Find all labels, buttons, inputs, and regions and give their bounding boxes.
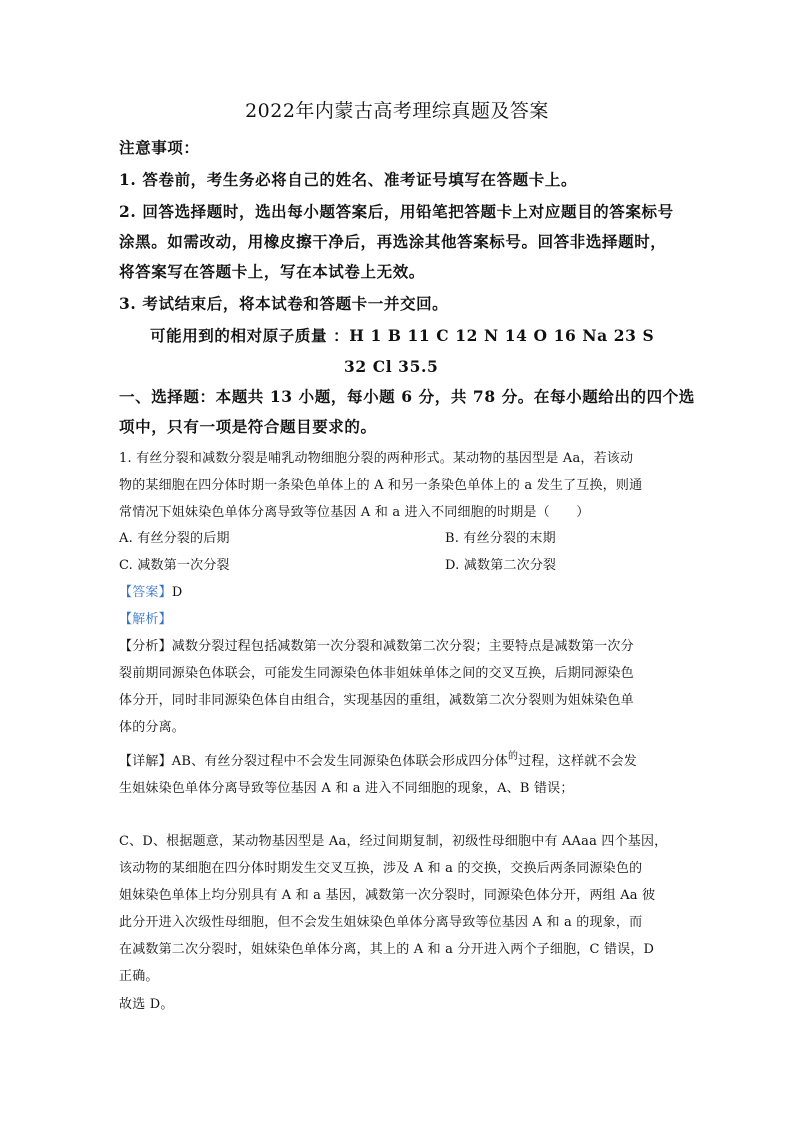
- detail-line-1-part-2: 过程，这样就不会发: [518, 754, 637, 769]
- cd-line-3: 姐妹染色单体上均分别具有 A 和 a 基因，减数第一次分裂时，同源染色体分开，两组 Aa 彼: [119, 888, 656, 903]
- notice-item-1: 1. 答卷前，考生务必将自己的姓名、准考证号填写在答题卡上。: [119, 170, 578, 189]
- option-d: D. 减数第二次分裂: [445, 558, 557, 573]
- answer-line: [119, 580, 182, 606]
- detail-line-1: [119, 749, 637, 776]
- atomic-mass-line-2: 32 Cl 35.5: [344, 357, 439, 376]
- analysis-line-3: 体分开，同时非同源染色体自由组合，实现基因的重组，减数第二次分裂则为姐妹染色单: [119, 693, 634, 708]
- cd-line-2: 该动物的某细胞在四分体时期发生交叉互换，涉及 A 和 a 的交换，交换后两条同源染色的: [119, 861, 643, 876]
- notice-item-3: 3. 考试结束后，将本试卷和答题卡一并交回。: [119, 294, 449, 313]
- option-b: B. 有丝分裂的末期: [445, 531, 556, 546]
- cd-line-6: 正确。: [119, 969, 159, 984]
- question-1-line-1: 1. 有丝分裂和减数分裂是哺乳动物细胞分裂的两种形式。某动物的基因型是 Aa，若该动: [119, 451, 634, 466]
- detail-line-1-part-1: 【详解】AB、有丝分裂过程中不会发生同源染色体联会形成四分体: [119, 754, 508, 769]
- option-a: A. 有丝分裂的后期: [119, 531, 230, 546]
- detail-line-2: 生姐妹染色单体分离导致等位基因 A 和 a 进入不同细胞的现象，A、B 错误；: [119, 781, 574, 796]
- section-heading-line-1: 一、选择题：本题共 13 小题，每小题 6 分，共 78 分。在每小题给出的四个选: [119, 387, 695, 406]
- analysis-line-2: 裂前期同源染色体联会，可能发生同源染色体非姐妹单体之间的交叉互换，后期同源染色: [119, 666, 634, 681]
- option-c: C. 减数第一次分裂: [119, 558, 230, 573]
- answer-tag: 【答案】: [119, 585, 172, 600]
- notice-item-2-line-2: 涂黑。如需改动，用橡皮擦干净后，再选涂其他答案标号。回答非选择题时，: [119, 232, 667, 251]
- conclusion: 故选 D。: [119, 997, 174, 1012]
- question-1-line-2: 物的某细胞在四分体时期一条染色单体上的 A 和另一条染色单体上的 a 发生了互换，则通: [119, 478, 643, 493]
- cd-line-1: C、D、根据题意，某动物基因型是 Aa，经过间期复制，初级性母细胞中有 AAaa 四个基因，: [119, 834, 668, 849]
- cd-line-4: 此分开进入次级性母细胞，但不会发生姐妹染色单体分离导致等位基因 A 和 a 的现象，而: [119, 915, 643, 930]
- analysis-line-4: 体的分离。: [119, 720, 186, 735]
- notice-item-2-line-3: 将答案写在答题卡上，写在本试卷上无效。: [119, 262, 425, 281]
- notice-heading: 注意事项：: [119, 138, 200, 157]
- cd-line-5: 在减数第二次分裂时，姐妹染色单体分离，其上的 A 和 a 分开进入两个子细胞，C 错误，D: [119, 942, 655, 957]
- detail-superscript: 的: [507, 751, 519, 762]
- answer-value: D: [171, 585, 183, 600]
- section-heading-line-2: 项中，只有一项是符合题目要求的。: [119, 417, 377, 436]
- notice-item-2-line-1: 2. 回答选择题时，选出每小题答案后，用铅笔把答题卡上对应题目的答案标号: [119, 202, 674, 221]
- page-title: 2022年内蒙古高考理综真题及答案: [245, 100, 549, 122]
- question-1-line-3: 常情况下姐妹染色单体分离导致等位基因 A 和 a 进入不同细胞的时期是（ ）: [119, 505, 590, 520]
- analysis-tag: 【解析】: [119, 612, 172, 627]
- atomic-mass-line-1: 可能用到的相对原子质量 ：H 1 B 11 C 12 N 14 O 16 Na 23 S: [150, 326, 655, 345]
- analysis-line-1: 【分析】减数分裂过程包括减数第一次分裂和减数第二次分裂；主要特点是减数第一次分: [119, 639, 634, 654]
